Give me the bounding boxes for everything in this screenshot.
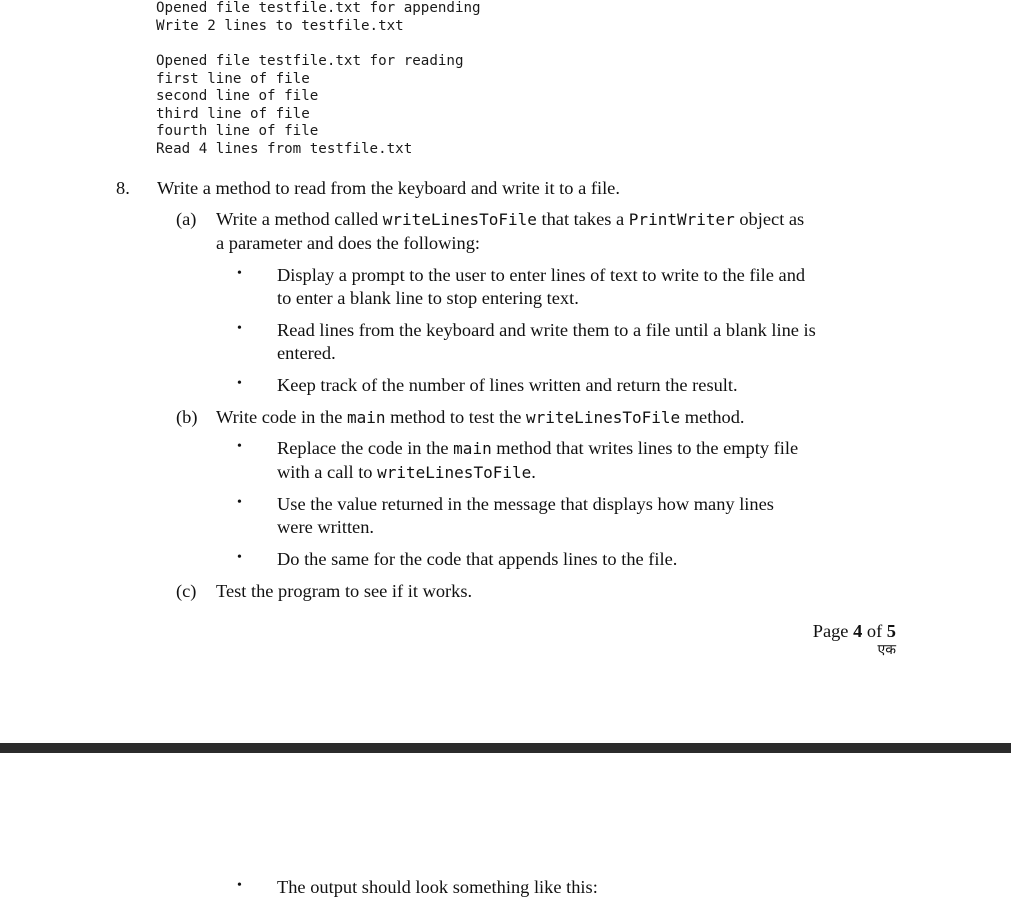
- part-b-bullet1-line1: [277, 436, 798, 461]
- code-main: main: [453, 439, 492, 458]
- part-a-line1: [216, 207, 804, 232]
- bullet-icon: •: [237, 376, 242, 391]
- part-c-text: Test the program to see if it works.: [216, 581, 473, 601]
- part-c-label: (c): [176, 581, 197, 601]
- question-title: Write a method to read from the keyboard and write it to a file.: [157, 178, 620, 198]
- code-method-name: writeLinesToFile: [526, 408, 681, 427]
- part-a-text: that takes a: [536, 209, 629, 229]
- page-current: 4: [853, 621, 863, 641]
- bullet-icon: •: [237, 321, 242, 336]
- part-a-bullet1-line2: to enter a blank line to stop entering text.: [277, 288, 579, 308]
- console-line: third line of file: [156, 105, 310, 122]
- part-b-bullet2-line2: were written.: [277, 517, 375, 537]
- bullet-icon: •: [237, 878, 242, 893]
- bullet-icon: •: [237, 550, 242, 565]
- console-line: Opened file testfile.txt for reading: [156, 53, 464, 69]
- console-line: Opened file testfile.txt for appending: [156, 0, 481, 16]
- page-total: 5: [886, 621, 896, 641]
- part-b-text: Write code in the: [216, 407, 348, 427]
- console-line: first line of file: [156, 70, 310, 87]
- code-class-name: PrintWriter: [628, 210, 735, 229]
- part-b-text: method.: [680, 407, 745, 427]
- question-number: 8.: [116, 178, 130, 198]
- console-line: Read 4 lines from testfile.txt: [156, 140, 413, 157]
- part-b-text: method to test the: [385, 407, 527, 427]
- part-b-text: Replace the code in the: [277, 438, 454, 458]
- page-annotation: एक: [877, 642, 896, 658]
- part-a-bullet3: Keep track of the number of lines written and return the result.: [277, 375, 738, 395]
- console-line: [156, 35, 481, 53]
- bullet-icon: •: [237, 439, 242, 454]
- part-b-bullet1-line2: [277, 460, 536, 485]
- part-b-text: method that writes lines to the empty file: [491, 438, 799, 458]
- console-line: Write 2 lines to testfile.txt: [156, 17, 404, 34]
- part-a-bullet2-line2: entered.: [277, 343, 336, 363]
- code-method-name: writeLinesToFile: [382, 210, 537, 229]
- next-page-bullet: The output should look something like this:: [277, 877, 598, 897]
- part-b-line: [216, 405, 745, 430]
- bullet-icon: •: [237, 266, 242, 281]
- page-divider: [0, 743, 1011, 753]
- part-a-line2: a parameter and does the following:: [216, 233, 481, 253]
- part-b-bullet2-line1: Use the value returned in the message that displays how many lines: [277, 494, 774, 514]
- console-output: [156, 0, 481, 158]
- console-line: fourth line of file: [156, 123, 319, 139]
- bullet-icon: •: [237, 495, 242, 510]
- part-a-bullet2-line1: Read lines from the keyboard and write them to a file until a blank line is: [277, 320, 816, 340]
- part-a-text: Write a method called: [216, 209, 383, 229]
- code-main: main: [347, 408, 386, 427]
- page-label: Page: [812, 621, 854, 641]
- part-a-bullet1-line1: Display a prompt to the user to enter lines of text to write to the file and: [277, 265, 806, 285]
- page-number: [813, 619, 896, 643]
- console-line: second line of file: [156, 88, 319, 104]
- part-a-label: (a): [176, 209, 197, 229]
- code-method-name: writeLinesToFile: [377, 463, 532, 482]
- part-b-bullet3: Do the same for the code that appends lines to the file.: [277, 549, 678, 569]
- part-b-text: with a call to: [277, 462, 378, 482]
- part-a-text: object as: [734, 209, 805, 229]
- page-of: of: [862, 621, 887, 641]
- part-b-label: (b): [176, 407, 198, 427]
- part-b-text: .: [531, 462, 536, 482]
